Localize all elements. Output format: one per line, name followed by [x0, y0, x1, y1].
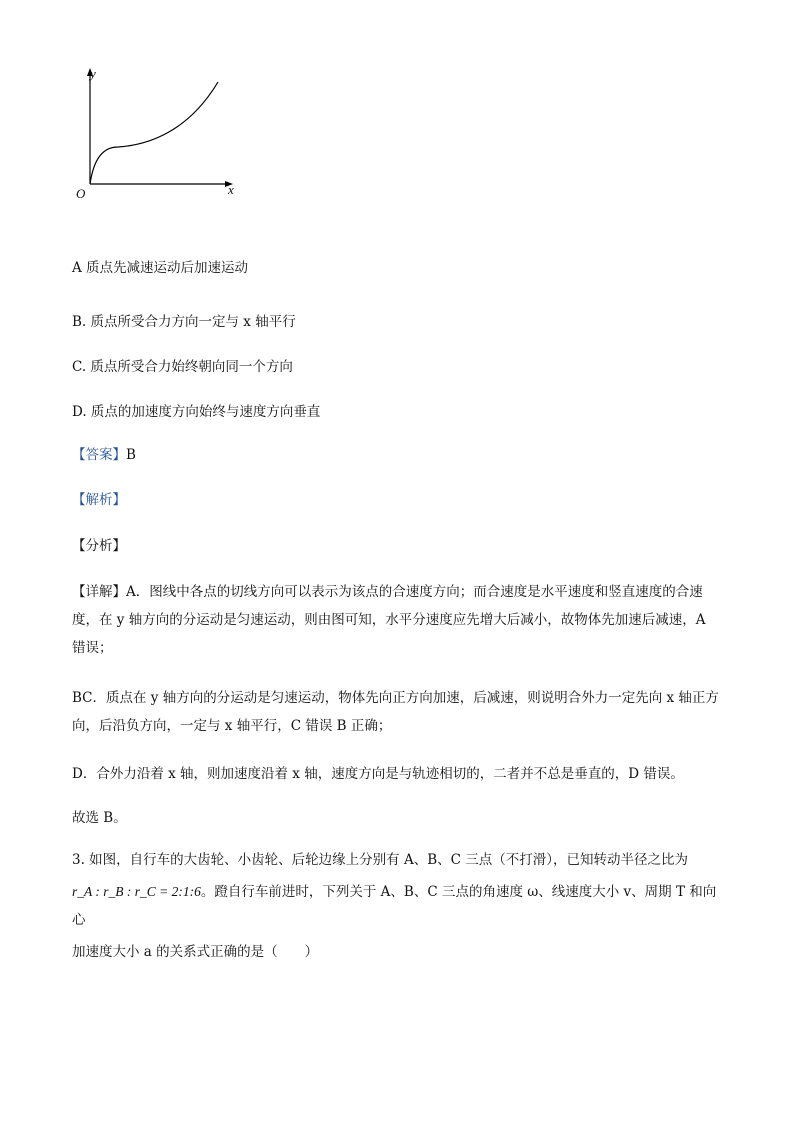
analysis-tag: 【解析】 — [72, 492, 126, 508]
option-b: B. 质点所受合力方向一定与 x 轴平行 — [72, 314, 296, 330]
question-3-line1: 3. 如图，自行车的大齿轮、小齿轮、后轮边缘上分别有 A、B、C 三点（不打滑），已知转动半径之比为 — [72, 852, 689, 868]
detail-tag: 【详解】 — [72, 584, 126, 600]
detail-conclusion: 故选 B。 — [72, 810, 127, 826]
option-a: A 质点先减速运动后加速运动 — [72, 260, 249, 276]
radius-ratio-formula: r_A : r_B : r_C = 2:1:6 — [72, 884, 201, 899]
y-axis-label: y — [90, 66, 96, 81]
answer-value: B — [126, 447, 136, 463]
answer-tag: 【答案】 — [72, 447, 126, 463]
question-3 — [72, 846, 722, 966]
detail-paragraph-bc: BC．质点在 y 轴方向的分运动是匀速运动，物体先向正方向加速，后减速，则说明合外力一定先向 x 轴正方向，后沿负方向，一定与 x 轴平行，C 错误 B 正确； — [72, 690, 719, 734]
detail-text-a: A．图线中各点的切线方向可以表示为该点的合速度方向；而合速度是水平速度和竖直速度的合速度，在 y 轴方向的分运动是匀速运动，则由图可知，水平分速度应先增大后减小，故物体先加速后减速，A 错误； — [72, 584, 706, 656]
detail-paragraph-d: D．合外力沿着 x 轴，则加速度沿着 x 轴，速度方向是与轨迹相切的，二者并不总是垂直的，D 错误。 — [72, 766, 684, 782]
x-axis-label: x — [228, 182, 234, 197]
question-3-line2-text: 。蹬自行车前进时，下列关于 A、B、C 三点的角速度 ω、线速度大小 v、周期 T 和向心 — [72, 884, 717, 928]
answer-line — [72, 445, 136, 465]
option-c: C. 质点所受合力始终朝向同一个方向 — [72, 359, 293, 375]
origin-label: O — [76, 186, 86, 201]
question-3-line3: 加速度大小 a 的关系式正确的是（ ） — [72, 944, 319, 960]
option-d: D. 质点的加速度方向始终与速度方向垂直 — [72, 404, 321, 420]
trajectory-curve — [90, 82, 218, 184]
trajectory-graph — [68, 62, 248, 208]
fenxi-tag: 【分析】 — [72, 538, 126, 554]
question-3-line2 — [72, 878, 722, 934]
trajectory-figure — [68, 62, 248, 208]
detail-paragraph-a — [72, 578, 722, 662]
